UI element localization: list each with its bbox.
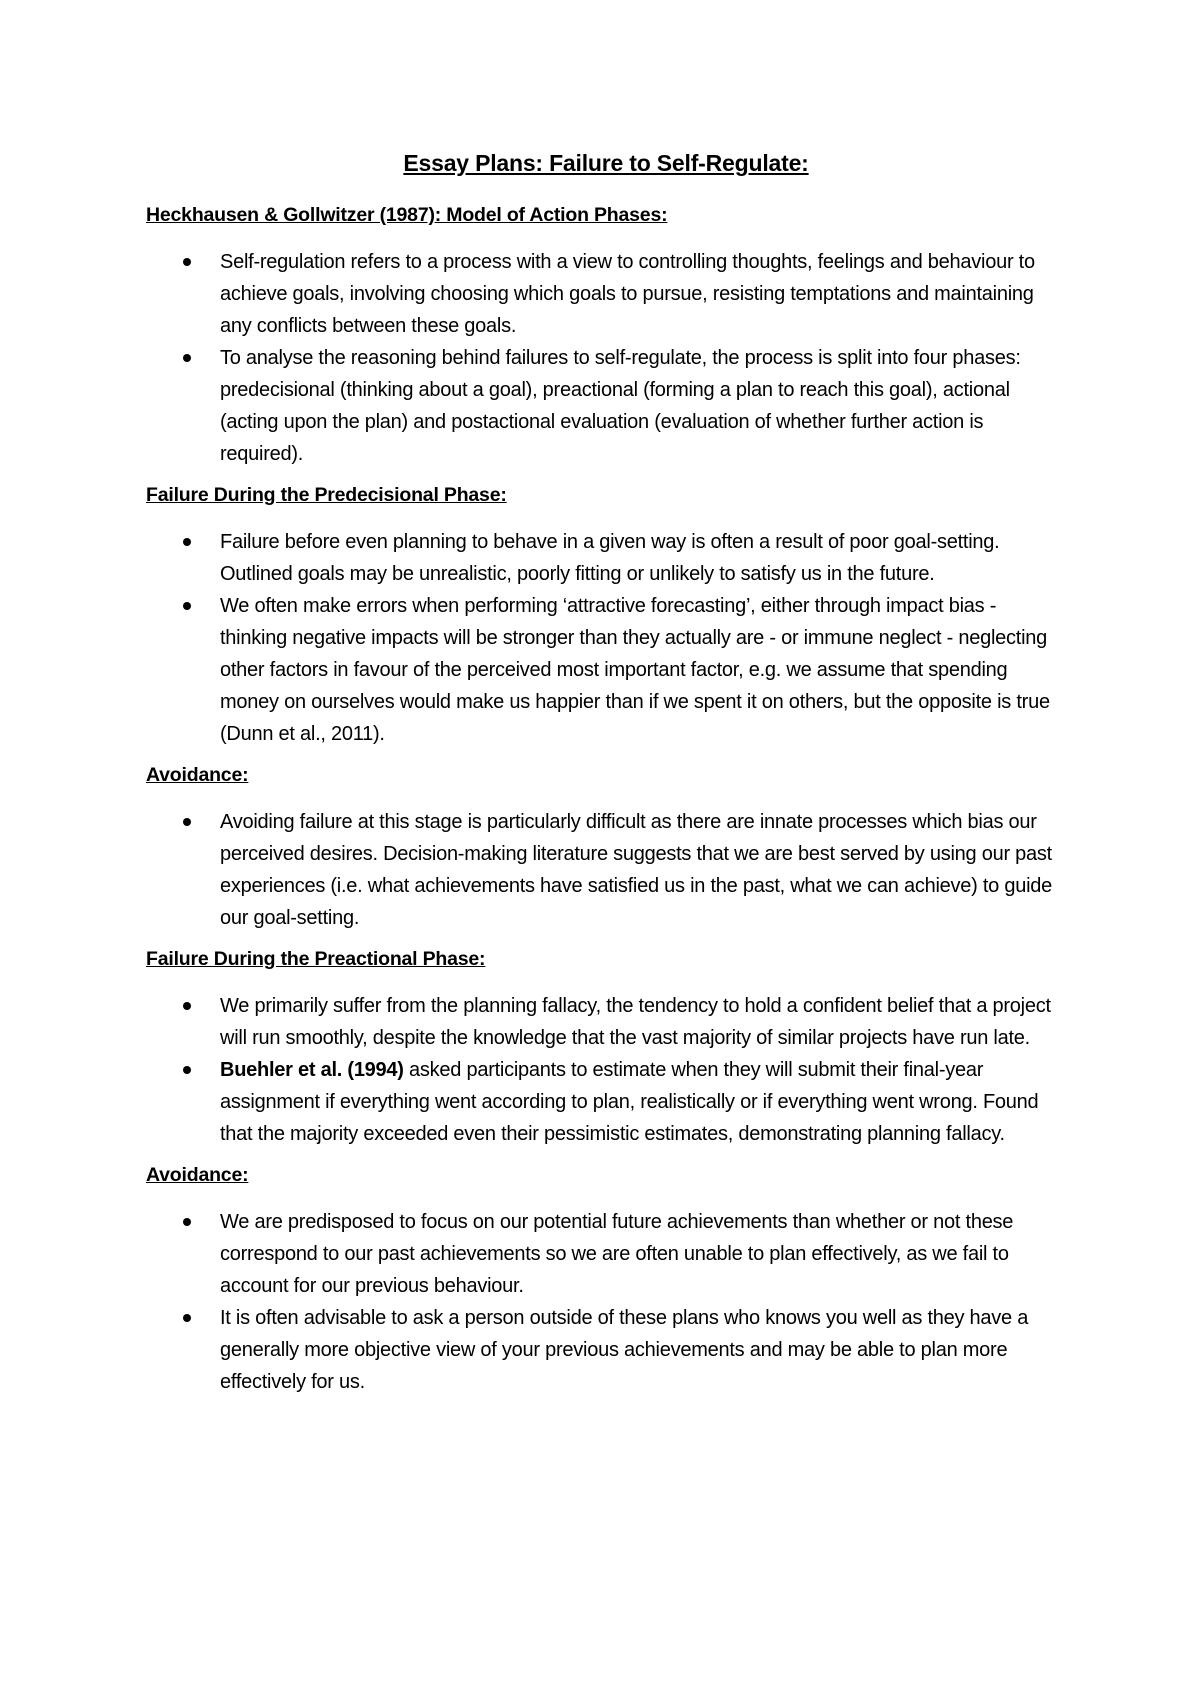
bullet-text: We primarily suffer from the planning fallacy, the tendency to hold a confident belief that a project will run smoothly, despite the knowledge that the vast majority of similar projects have run late. <box>220 995 1051 1049</box>
bullet-text: Self-regulation refers to a process with a view to controlling thoughts, feelings and behaviour to achieve goals, involving choosing which goals to pursue, resisting temptations and maintaining any conflicts between these goals. <box>220 251 1035 337</box>
document-content <box>146 148 1066 1410</box>
bullet-item <box>146 590 1066 750</box>
bullet-item <box>146 246 1066 342</box>
bullet-list <box>146 1206 1066 1398</box>
bullet-list <box>146 990 1066 1150</box>
bullet-dot-icon <box>183 1314 191 1322</box>
bullet-dot-icon <box>183 538 191 546</box>
section-preactional-failure <box>146 946 1066 1150</box>
section-action-phases <box>146 202 1066 470</box>
document-title: Essay Plans: Failure to Self-Regulate: <box>403 150 809 176</box>
bullet-text: Avoiding failure at this stage is particularly difficult as there are innate processes which bias our perceived desires. Decision-making literature suggests that we are best served by using our past experiences (i.e. what achievements have satisfied us in the past, what we can achieve) to guide our goal-setting. <box>220 811 1053 929</box>
bullet-dot-icon <box>183 1002 191 1010</box>
section-heading: Avoidance: <box>146 764 249 786</box>
bullet-dot-icon <box>183 602 191 610</box>
bullet-item <box>146 342 1066 470</box>
bullet-dot-icon <box>183 1066 191 1074</box>
bullet-dot-icon <box>183 1218 191 1226</box>
citation-reference: Buehler et al. (1994) <box>220 1059 404 1081</box>
bullet-item <box>146 526 1066 590</box>
section-heading: Failure During the Preactional Phase: <box>146 948 486 970</box>
section-avoidance-predecisional <box>146 762 1066 934</box>
bullet-item <box>146 990 1066 1054</box>
bullet-text: We often make errors when performing ‘attractive forecasting’, either through impact bias - thinking negative impacts will be stronger than they actually are - or immune neglect - neglecting other factors in favour of the perceived most important factor, e.g. we assume that spending money on ourselves would make us happier than if we spent it on others, but the opposite is true (Dunn et al., 2011). <box>220 595 1050 745</box>
bullet-list <box>146 806 1066 934</box>
bullet-dot-icon <box>183 258 191 266</box>
section-avoidance-preactional <box>146 1162 1066 1398</box>
bullet-text: Failure before even planning to behave in a given way is often a result of poor goal-setting. Outlined goals may be unrealistic, poorly fitting or unlikely to satisfy us in the future. <box>220 531 1000 585</box>
bullet-text: It is often advisable to ask a person outside of these plans who knows you well as they have a generally more objective view of your previous achievements and may be able to plan more effectively for us. <box>220 1307 1029 1393</box>
bullet-list <box>146 246 1066 470</box>
bullet-text: We are predisposed to focus on our potential future achievements than whether or not these correspond to our past achievements so we are often unable to plan effectively, as we fail to account for our previous behaviour. <box>220 1211 1014 1297</box>
bullet-item <box>146 1054 1066 1150</box>
bullet-text: asked participants to estimate when they will submit their final-year assignment if everything went according to plan, realistically or if everything went wrong. Found that the majority exceeded even their pessimistic estimates, demonstrating planning fallacy. <box>220 1059 1039 1145</box>
section-heading: Failure During the Predecisional Phase: <box>146 484 507 506</box>
section-predecisional-failure <box>146 482 1066 750</box>
bullet-text: To analyse the reasoning behind failures to self-regulate, the process is split into four phases: predecisional (thinking about a goal), preactional (forming a plan to reach this goal), actional (acting upon the plan) and postactional evaluation (evaluation of whether further action is required). <box>220 347 1021 465</box>
section-heading: Heckhausen & Gollwitzer (1987): Model of Action Phases: <box>146 204 668 226</box>
bullet-list <box>146 526 1066 750</box>
bullet-item <box>146 806 1066 934</box>
bullet-item <box>146 1302 1066 1398</box>
bullet-dot-icon <box>183 818 191 826</box>
bullet-dot-icon <box>183 354 191 362</box>
bullet-item <box>146 1206 1066 1302</box>
section-heading: Avoidance: <box>146 1164 249 1186</box>
